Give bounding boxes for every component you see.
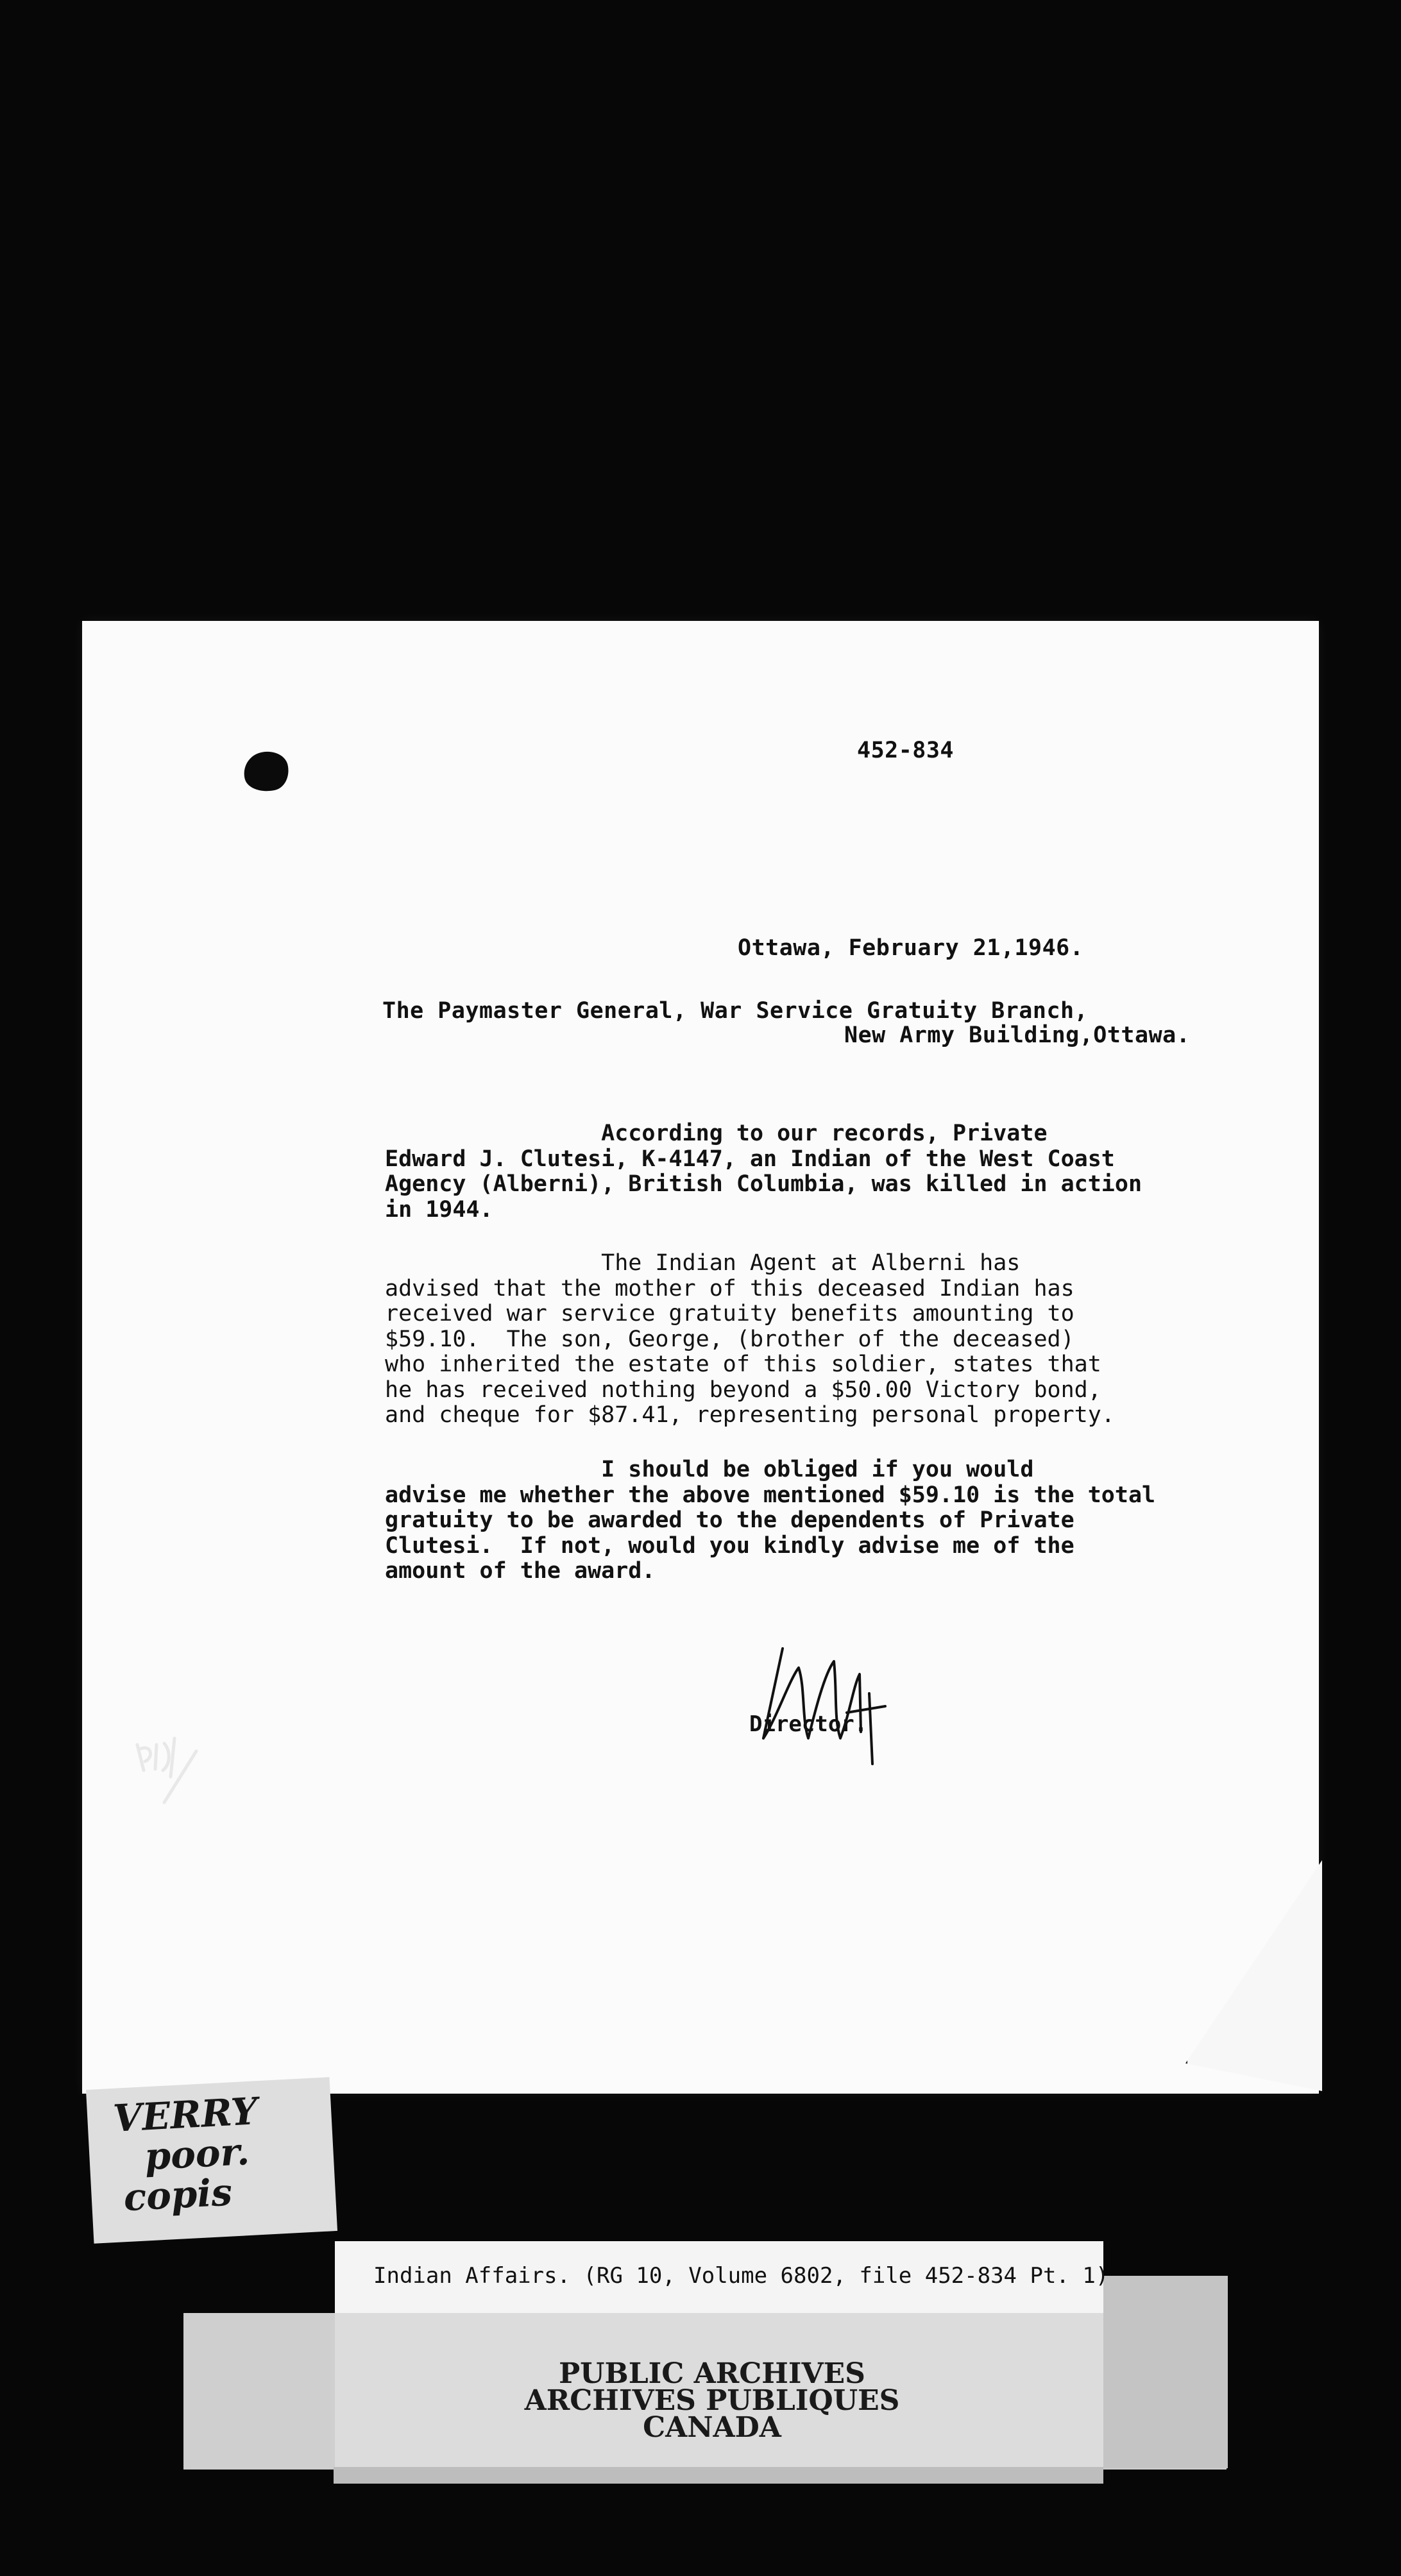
letter-date: Ottawa, February 21,1946.	[738, 935, 1084, 961]
handwritten-note-card	[86, 2077, 337, 2244]
archive-reference-label	[335, 2241, 1109, 2313]
note-line-2: poor.	[143, 2129, 251, 2179]
signature-title: Director.	[749, 1711, 868, 1737]
handwritten-signature	[738, 1642, 917, 1770]
note-line-1: VERRY	[112, 2089, 259, 2140]
letter-paragraph-1: According to our records, Private Edward J. Clutesi, K-4147, an Indian of the West Coast Agency (Alberni), British Columbia, was killed in action in 1944.	[385, 1121, 1142, 1223]
film-bottom-strip	[334, 2467, 1103, 2484]
archive-reference-text: Indian Affairs. (RG 10, Volume 6802, file 452-834 Pt. 1)	[373, 2263, 1109, 2289]
stamp-line-1: PUBLIC ARCHIVES	[559, 2357, 865, 2390]
file-number: 452-834	[857, 738, 955, 763]
addressee-line-1: The Paymaster General, War Service Gratuity Branch,	[382, 998, 1089, 1024]
stamp-line-3: CANADA	[643, 2411, 781, 2444]
signature-block	[738, 1642, 917, 1770]
note-card-text	[112, 2088, 323, 2220]
archive-backdrop-right	[1103, 2276, 1228, 2468]
letter-paragraph-2: The Indian Agent at Alberni has advised that the mother of this deceased Indian has received war service gratuity benefits amounting to $59.10. The son, George, (brother of the deceased) who inherited the estate of this soldier, states that he has received nothing beyond a $50.00 Victory bond, and cheque for $87.41, representing personal property.	[385, 1250, 1115, 1428]
letter-paragraph-3: I should be obliged if you would advise me whether the above mentioned $59.10 is the total gratuity to be awarded to the dependents of Private Clutesi. If not, would you kindly advise me of the amount of the award.	[385, 1457, 1156, 1584]
margin-initials-mark	[126, 1719, 216, 1822]
addressee-line-2: New Army Building,Ottawa.	[844, 1022, 1191, 1048]
public-archives-stamp	[423, 2357, 1001, 2444]
note-line-3: copis	[123, 2170, 234, 2220]
stamp-line-2: ARCHIVES PUBLIQUES	[524, 2384, 900, 2417]
